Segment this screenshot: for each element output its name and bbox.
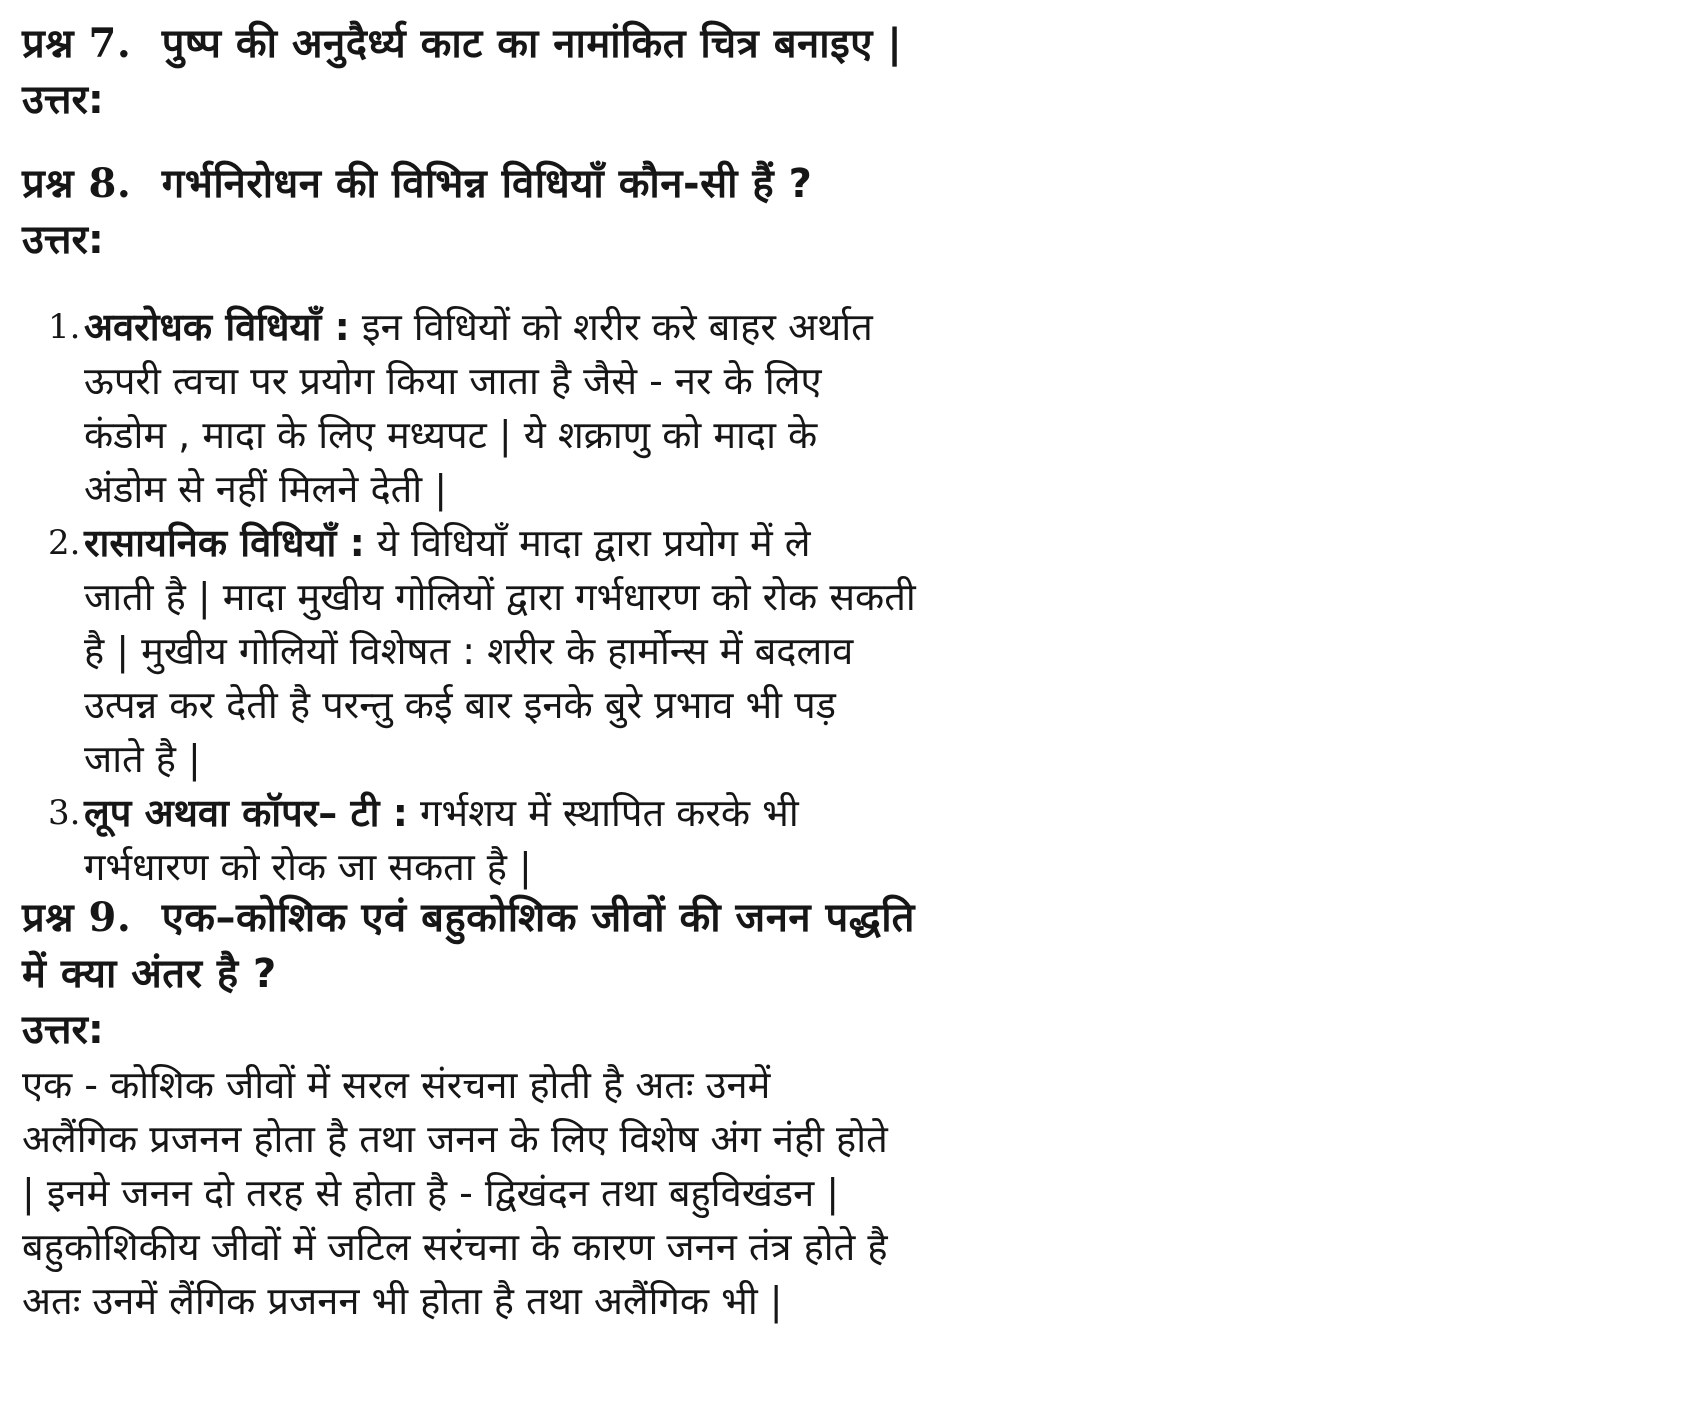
answer-label: उत्तर: <box>22 77 104 123</box>
answer-line: अतः उनमें लैंगिक प्रजनन भी होता है तथा अलैंगिक भी | <box>22 1279 783 1323</box>
list-item-number: 3. <box>48 793 81 833</box>
answer-line: बहुकोशिकीय जीवों में जटिल सरंचना के कारण जनन तंत्र होते है <box>22 1225 888 1269</box>
list-item-number: 1. <box>48 307 81 347</box>
question-prefix: प्रश्न <box>22 161 75 207</box>
question-9-heading <box>22 890 1142 946</box>
method-description: गर्भशय में स्थापित करके भी <box>420 791 799 835</box>
question-7-block <box>22 16 1142 128</box>
question-text: गर्भनिरोधन की विभिन्न विधियाँ कौन-सी हैं ? <box>161 161 813 207</box>
question-prefix: प्रश्न <box>22 895 75 941</box>
answer-line: अलैंगिक प्रजनन होता है तथा जनन के लिए विशेष अंग नंही होते <box>22 1117 888 1161</box>
list-item-line: है | मुखीय गोलियों विशेषत : शरीर के हार्मोन्स में बदलाव <box>84 629 854 673</box>
method-description: इन विधियों को शरीर करे बाहर अर्थात <box>361 305 873 349</box>
question-prefix: प्रश्न <box>22 21 75 67</box>
answer-label: उत्तर: <box>22 217 104 263</box>
question-7-heading <box>22 16 1142 72</box>
list-item-line: ऊपरी त्वचा पर प्रयोग किया जाता है जैसे - नर के लिए <box>84 359 822 403</box>
list-item-line: अंडोम से नहीं मिलने देती | <box>84 467 448 511</box>
method-term: लूप अथवा कॉपर– टी : <box>84 791 408 835</box>
answer-line: | इनमे जनन दो तरह से होता है - द्विखंदन तथा बहुविखंडन | <box>22 1171 840 1215</box>
list-item <box>48 300 1148 516</box>
list-item-first-line <box>84 516 1148 570</box>
list-item-first-line <box>84 786 1148 840</box>
list-item-line: जाती है | मादा मुखीय गोलियों द्वारा गर्भधारण को रोक सकती <box>84 575 916 619</box>
question-number: 9. <box>88 894 132 941</box>
list-item <box>48 786 1148 894</box>
contraception-methods-list <box>48 300 1148 894</box>
question-8-heading <box>22 156 1142 212</box>
method-term: रासायनिक विधियाँ : <box>84 521 365 565</box>
question-9-heading-continued: में क्या अंतर है ? <box>22 951 277 997</box>
list-item-line: गर्भधारण को रोक जा सकता है | <box>84 845 532 889</box>
list-item-line: जाते है | <box>84 737 201 781</box>
question-8-block <box>22 156 1142 268</box>
question-9-block <box>22 890 1142 1058</box>
method-description: ये विधियाँ मादा द्वारा प्रयोग में ले <box>376 521 811 565</box>
answer-line: एक - कोशिक जीवों में सरल संरचना होती है अतः उनमें <box>22 1063 771 1107</box>
question-9-answer <box>22 1058 1142 1328</box>
list-item-first-line <box>84 300 1148 354</box>
question-number: 8. <box>88 160 132 207</box>
answer-label: उत्तर: <box>22 1007 104 1053</box>
list-item <box>48 516 1148 786</box>
question-number: 7. <box>88 20 132 67</box>
method-term: अवरोधक विधियाँ : <box>84 305 350 349</box>
question-text: पुष्प की अनुदैर्ध्य काट का नामांकित चित्र बनाइए | <box>161 21 903 67</box>
question-text: एक–कोशिक एवं बहुकोशिक जीवों की जनन पद्धति <box>161 895 915 941</box>
list-item-line: उत्पन्न कर देती है परन्तु कई बार इनके बुरे प्रभाव भी पड़ <box>84 683 837 727</box>
list-item-number: 2. <box>48 523 81 563</box>
list-item-line: कंडोम , मादा के लिए मध्यपट | ये शक्राणु को मादा के <box>84 413 818 457</box>
